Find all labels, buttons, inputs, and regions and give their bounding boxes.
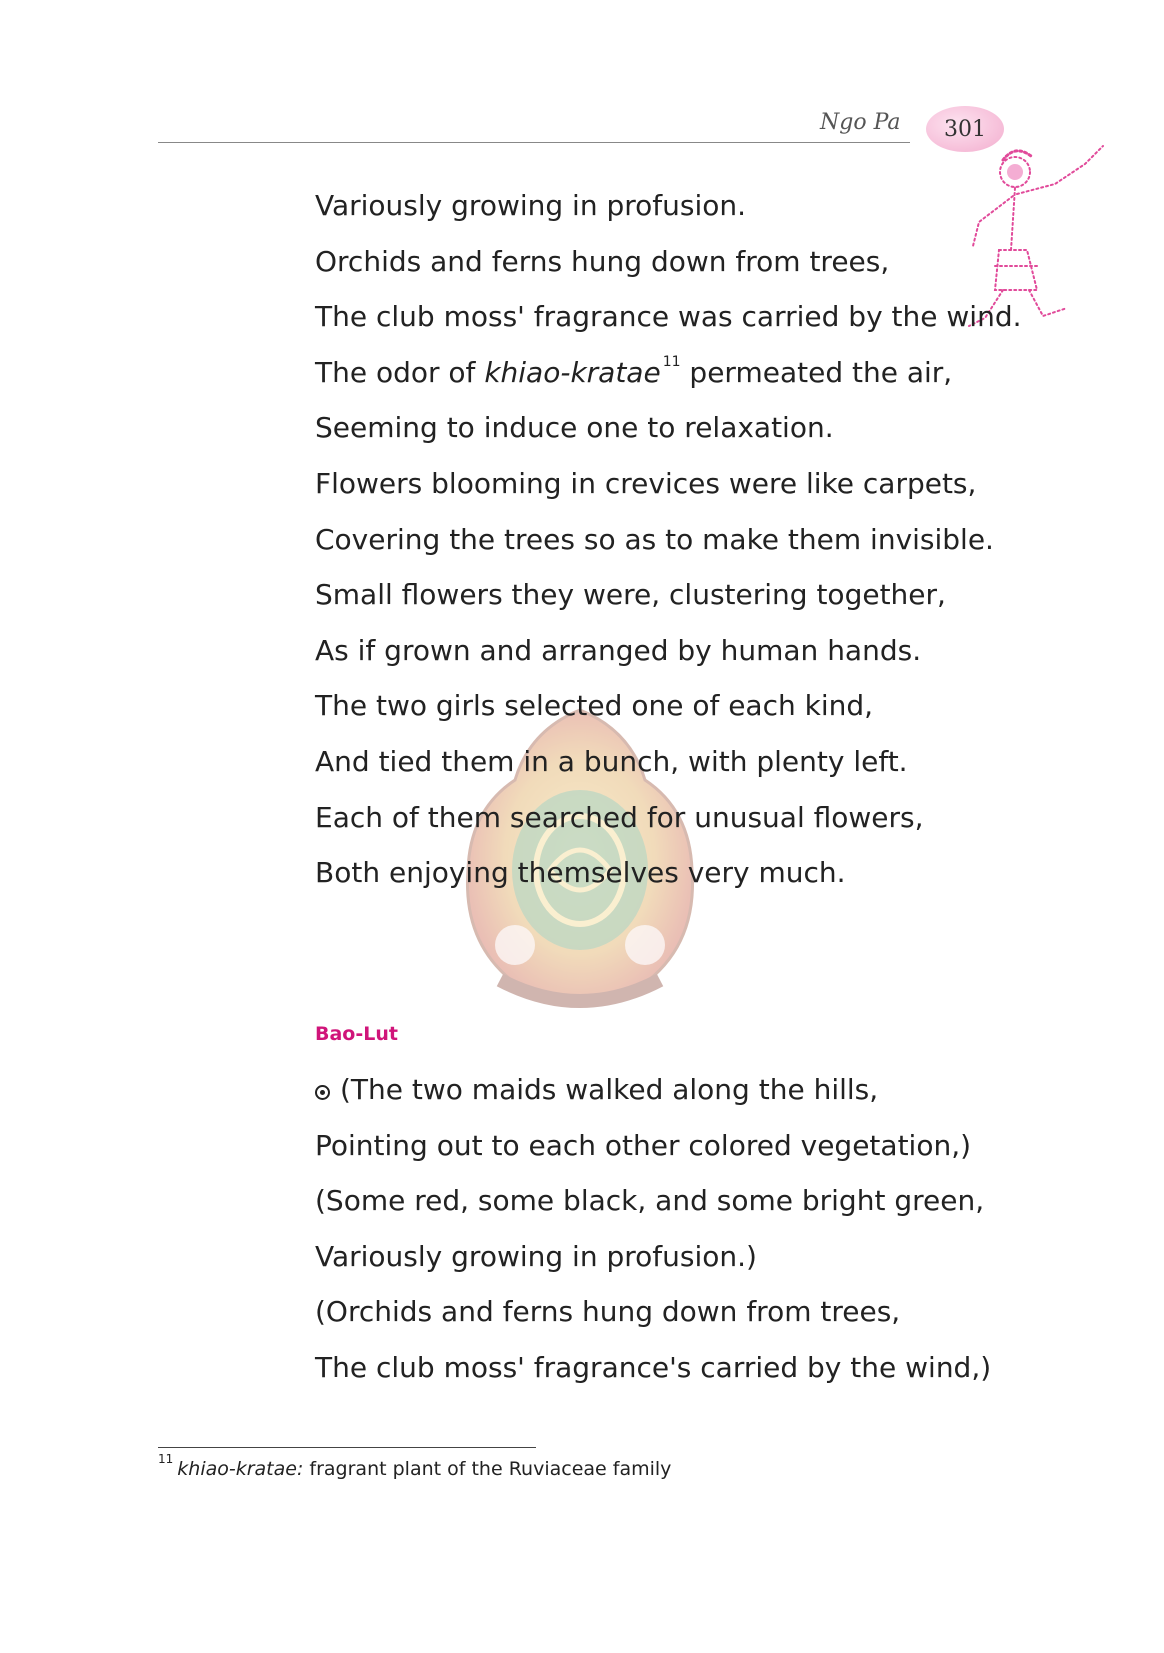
verse-line: The club moss' fragrance was carried by the wind.: [315, 300, 1022, 334]
verse-line: (Some red, some black, and some bright green,: [315, 1184, 985, 1218]
footnote-text: fragrant plant of the Ruviaceae family: [303, 1458, 672, 1480]
verse-line: The club moss' fragrance's carried by the wind,): [315, 1350, 992, 1384]
verse-line: The two girls selected one of each kind,: [315, 689, 874, 723]
verse-block-chorus: [315, 1062, 991, 1396]
verse-line: Pointing out to each other colored vegetation,): [315, 1128, 972, 1162]
plant-term: khiao-kratae: [484, 355, 661, 389]
footnote-number: 11: [158, 1452, 174, 1466]
verse-line: Covering the trees so as to make them invisible.: [315, 522, 994, 556]
verse-text: (The two maids walked along the hills,: [340, 1073, 879, 1106]
verse-line: Flowers blooming in crevices were like carpets,: [315, 466, 977, 500]
verse-block-main: [315, 178, 1022, 901]
page-number: 301: [944, 116, 986, 142]
verse-line-with-note: [315, 345, 1022, 401]
section-title: Bao-Lut: [315, 1023, 398, 1045]
verse-line: As if grown and arranged by human hands.: [315, 633, 922, 667]
footnote-reference[interactable]: 11: [662, 353, 681, 370]
verse-line: Seeming to induce one to relaxation.: [315, 411, 834, 445]
verse-line: And tied them in a bunch, with plenty left.: [315, 744, 908, 778]
verse-line: Variously growing in profusion.: [315, 189, 747, 222]
footnote-term: khiao-kratae:: [177, 1458, 304, 1480]
verse-line: Both enjoying themselves very much.: [315, 856, 846, 890]
verse-line: Small flowers they were, clustering together,: [315, 578, 946, 612]
verse-line: [315, 1062, 991, 1118]
footnote: [158, 1452, 672, 1480]
verse-line: Each of them searched for unusual flowers,: [315, 800, 924, 834]
verse-line: Variously growing in profusion.): [315, 1239, 757, 1273]
verse-line: (Orchids and ferns hung down from trees,: [315, 1295, 901, 1329]
verse-line: Orchids and ferns hung down from trees,: [315, 244, 890, 278]
footnote-rule: [158, 1447, 536, 1448]
verse-text: The odor of: [315, 355, 485, 389]
running-title: Ngo Pa: [820, 110, 901, 135]
verse-text: permeated the air,: [680, 355, 953, 389]
header-rule: [158, 142, 910, 143]
bullet-icon: [315, 1085, 330, 1100]
